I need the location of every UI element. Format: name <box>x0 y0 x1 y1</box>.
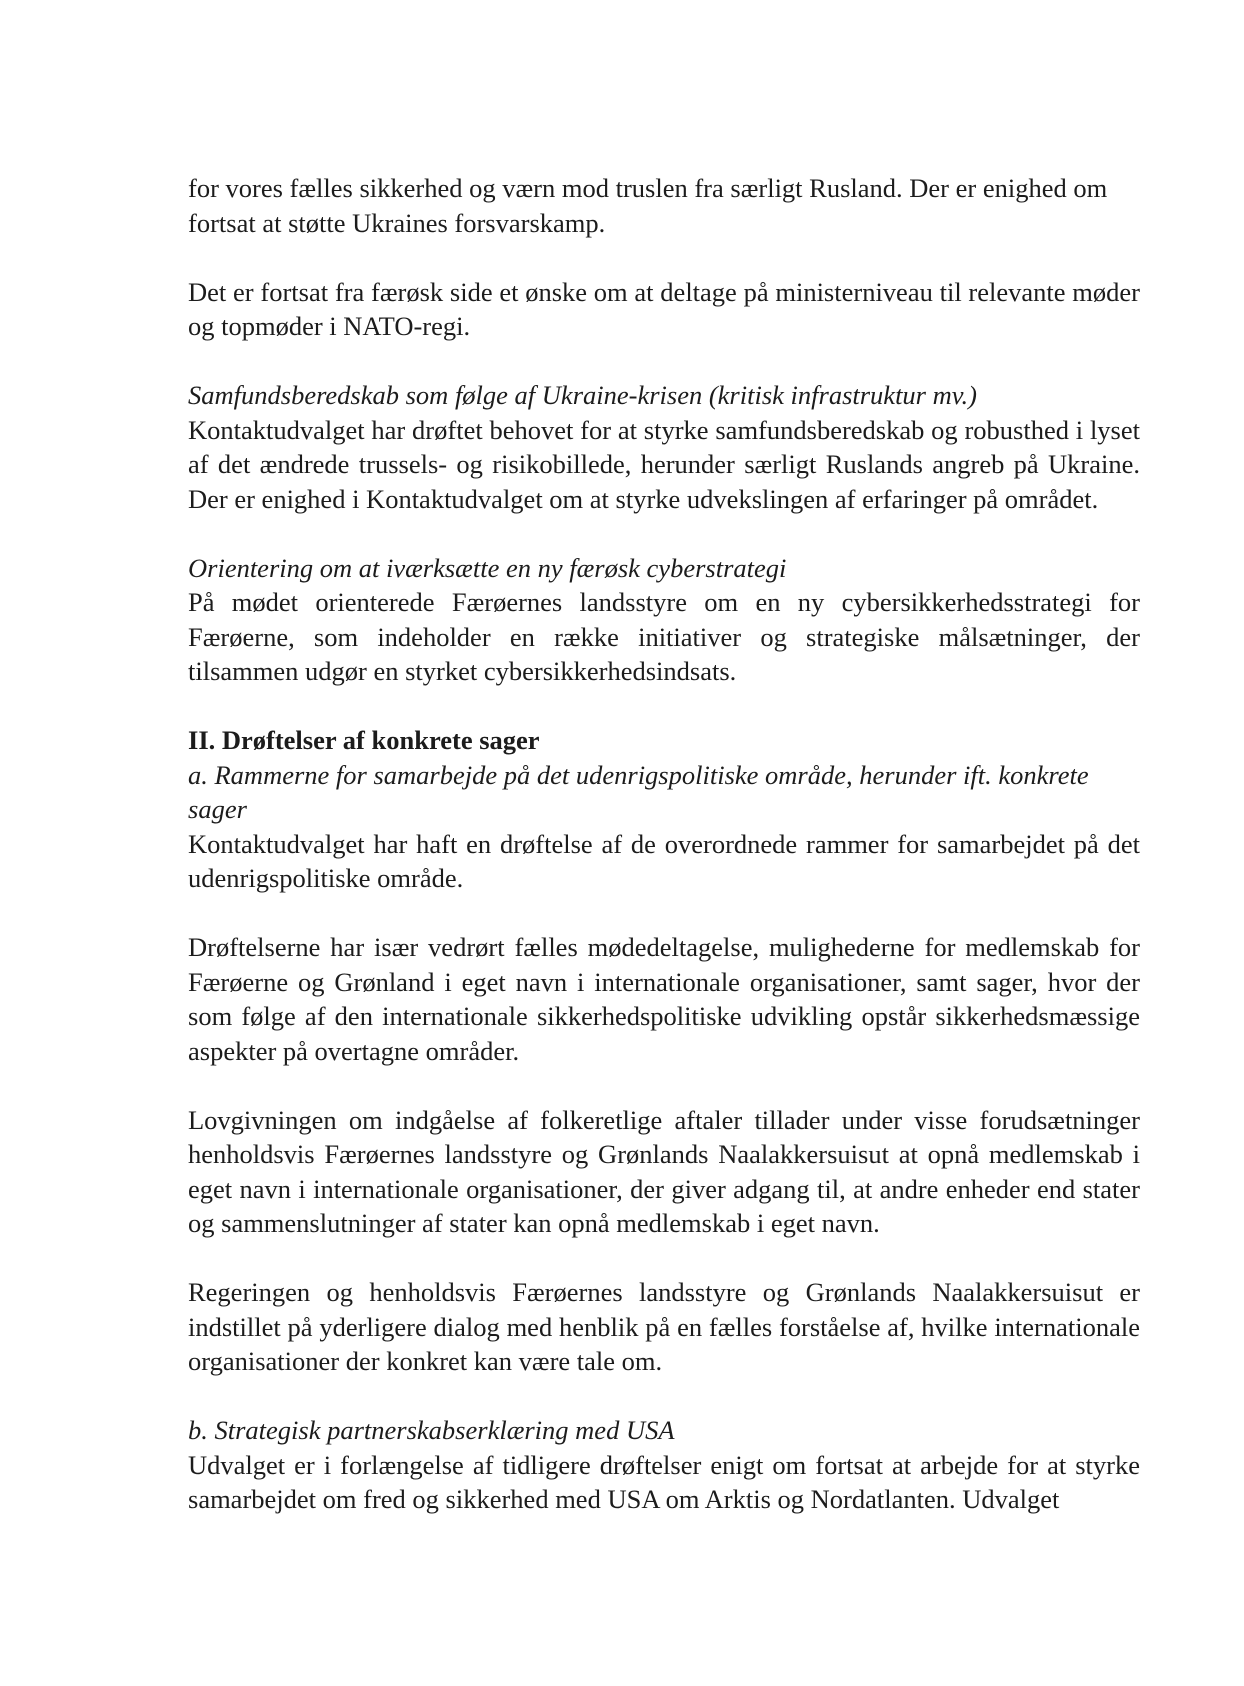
paragraph-russia-threat: for vores fælles sikkerhed og værn mod truslen fra særligt Rusland. Der er enighed om fortsat at støtte Ukraines forsvarskamp. <box>188 173 1108 238</box>
paragraph-usa-partnerskab: Udvalget er i forlængelse af tidligere drøftelser enigt om fortsat at arbejde for at styrke samarbejdet om fred og sikkerhed med USA om Arktis og Nordatlanten. Udvalget <box>188 1449 1140 1514</box>
paragraph-lovgivning: Lovgivningen om indgåelse af folkeretlige aftaler tillader under visse forudsætninger henholdsvis Færøernes landsstyre og Grønlands Naalakkersuisut at opnå medlemskab i eget navn i internationale organisationer, der giver adgang til, at andre enheder end stater og sammenslutninger af stater kan opnå medlemskab i eget navn. <box>188 1104 1140 1238</box>
paragraph-droeftelser: Drøftelserne har især vedrørt fælles mødedeltagelse, mulighederne for medlemskab for Færøerne og Grønland i eget navn i internationale organisationer, samt sager, hvor der som følge af den internationale sikkerhedspolitiske udvikling opstår sikkerhedsmæssige aspekter på overtagne områder. <box>188 932 1140 1066</box>
paragraph-rammer: Kontaktudvalget har haft en drøftelse af de overordnede rammer for samarbejdet på det udenrigspolitiske område. <box>188 828 1140 893</box>
subheading-a-rammer: a. Rammerne for samarbejde på det udenrigspolitiske område, herunder ift. konkrete sager <box>188 759 1089 824</box>
section-heading-konkrete-sager: II. Drøftelser af konkrete sager <box>188 725 540 755</box>
paragraph-cyberstrategi: På mødet orienterede Færøernes landsstyre om en ny cybersikkerhedsstrategi for Færøerne, som indeholder en række initiativer og strategiske målsætninger, der tilsammen udgør en styrket cybersikkerhedsindsats. <box>188 587 1140 686</box>
heading-cyberstrategi: Orientering om at iværksætte en ny færøsk cyberstrategi <box>188 552 787 583</box>
subheading-b-usa: b. Strategisk partnerskabserklæring med USA <box>188 1415 675 1445</box>
paragraph-regeringen: Regeringen og henholdsvis Færøernes landsstyre og Grønlands Naalakkersuisut er indstillet på yderligere dialog med henblik på en fælles forståelse af, hvilke internationale organisationer der konkret kan være tale om. <box>188 1277 1140 1376</box>
document-body <box>188 171 1140 1517</box>
heading-samfundsberedskab: Samfundsberedskab som følge af Ukraine-krisen (kritisk infrastruktur mv.) <box>188 380 977 410</box>
paragraph-nato-participation: Det er fortsat fra færøsk side et ønske om at deltage på ministerniveau til relevante møder og topmøder i NATO-regi. <box>188 276 1140 341</box>
paragraph-samfundsberedskab: Kontaktudvalget har drøftet behovet for at styrke samfundsberedskab og robusthed i lyset af det ændrede trussels- og risikobillede, herunder særligt Ruslands angreb på Ukraine. Der er enighed i Kontaktudvalget om at styrke udvekslingen af erfaringer på området. <box>188 414 1140 514</box>
